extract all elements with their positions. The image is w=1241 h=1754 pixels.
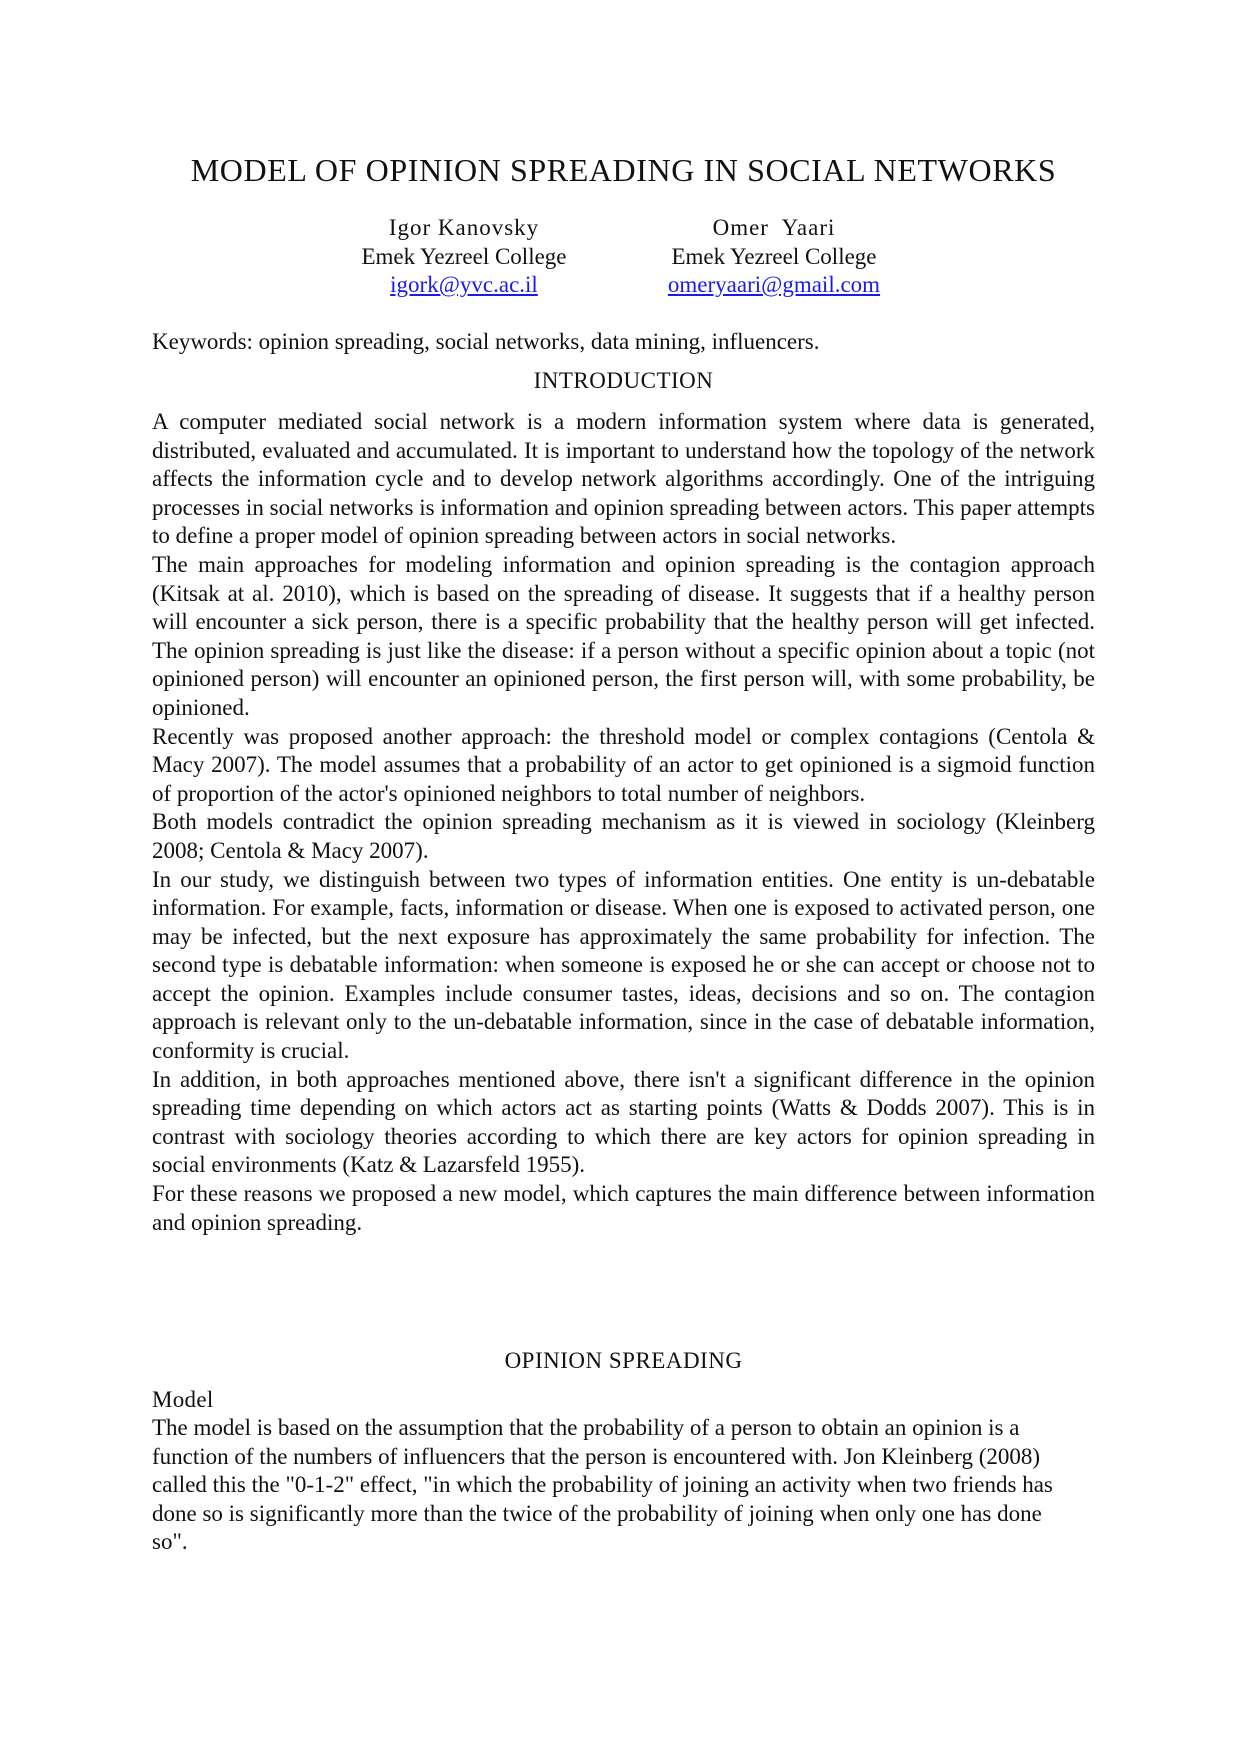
author-email-link[interactable]: omeryaari@gmail.com bbox=[667, 272, 881, 297]
author-1 bbox=[344, 214, 584, 300]
paragraph: Both models contradict the opinion spreading mechanism as it is viewed in sociology (Kleinberg 2008; Centola & Macy 2007). bbox=[152, 809, 1095, 863]
paragraph: A computer mediated social network is a modern information system where data is generated, distributed, evaluated and accumulated. It is important to understand how the topology of the network affects the information cycle and to develop network algorithms accordingly. One of the intriguing processes in social networks is information and opinion spreading between actors. This paper attempts to define a proper model of opinion spreading between actors in social networks. bbox=[152, 409, 1095, 549]
paragraph: The main approaches for modeling information and opinion spreading is the contagion approach (Kitsak at al. 2010), which is based on the spreading of disease. It suggests that if a healthy person will encounter a sick person, there is a specific probability that the healthy person will get infected. The opinion spreading is just like the disease: if a person without a specific opinion about a topic (not opinioned person) will encounter an opinioned person, the first person will, with some probability, be opinioned. bbox=[152, 551, 1095, 720]
section-heading-opinion-spreading: OPINION SPREADING bbox=[504, 1348, 743, 1373]
introduction-body bbox=[152, 408, 1095, 1237]
author-block bbox=[152, 214, 1095, 304]
paragraph: In addition, in both approaches mentioned above, there isn't a significant difference in the opinion spreading time depending on which actors act as starting points (Watts & Dodds 2007). This is in contrast with sociology theories according to which there are key actors for opinion spreading in social environments (Katz & Lazarsfeld 1955). bbox=[152, 1066, 1095, 1178]
author-name: Igor Kanovsky bbox=[388, 215, 540, 240]
paragraph: Recently was proposed another approach: the threshold model or complex contagions (Centola & Macy 2007). The model assumes that a probability of an actor to get opinioned is a sigmoid function of proportion of the actor's opinioned neighbors to total number of neighbors. bbox=[152, 723, 1095, 806]
section-heading-introduction: INTRODUCTION bbox=[533, 368, 714, 393]
subsection-heading-model: Model bbox=[152, 1387, 214, 1412]
author-email-link[interactable]: igork@yvc.ac.il bbox=[390, 272, 538, 297]
author-affiliation: Emek Yezreel College bbox=[361, 243, 567, 269]
paper-title: MODEL OF OPINION SPREADING IN SOCIAL NETWORKS bbox=[190, 152, 1057, 188]
author-name: Omer Yaari bbox=[712, 215, 836, 240]
model-body bbox=[152, 1414, 1070, 1557]
paragraph: For these reasons we proposed a new model, which captures the main difference between information and opinion spreading. bbox=[152, 1181, 1095, 1235]
keywords-line: Keywords: opinion spreading, social networks, data mining, influencers. bbox=[152, 329, 820, 354]
paragraph: In our study, we distinguish between two types of information entities. One entity is un-debatable information. For example, facts, information or disease. When one is exposed to activated person, one may be infected, but the next exposure has approximately the same probability for infection. The second type is debatable information: when someone is exposed he or she can accept or choose not to accept the opinion. Examples include consumer tastes, ideas, decisions and so on. The contagion approach is relevant only to the un-debatable information, since in the case of debatable information, conformity is crucial. bbox=[152, 866, 1095, 1064]
author-2 bbox=[654, 214, 894, 300]
paragraph: The model is based on the assumption that the probability of a person to obtain an opinion is a function of the numbers of influencers that the person is encountered with. Jon Kleinberg (2008) called this the "0-1-2" effect, "in which the probability of joining an activity when two friends has done so is significantly more than the twice of the probability of joining when only one has done so". bbox=[152, 1415, 1053, 1555]
author-affiliation: Emek Yezreel College bbox=[671, 243, 877, 269]
